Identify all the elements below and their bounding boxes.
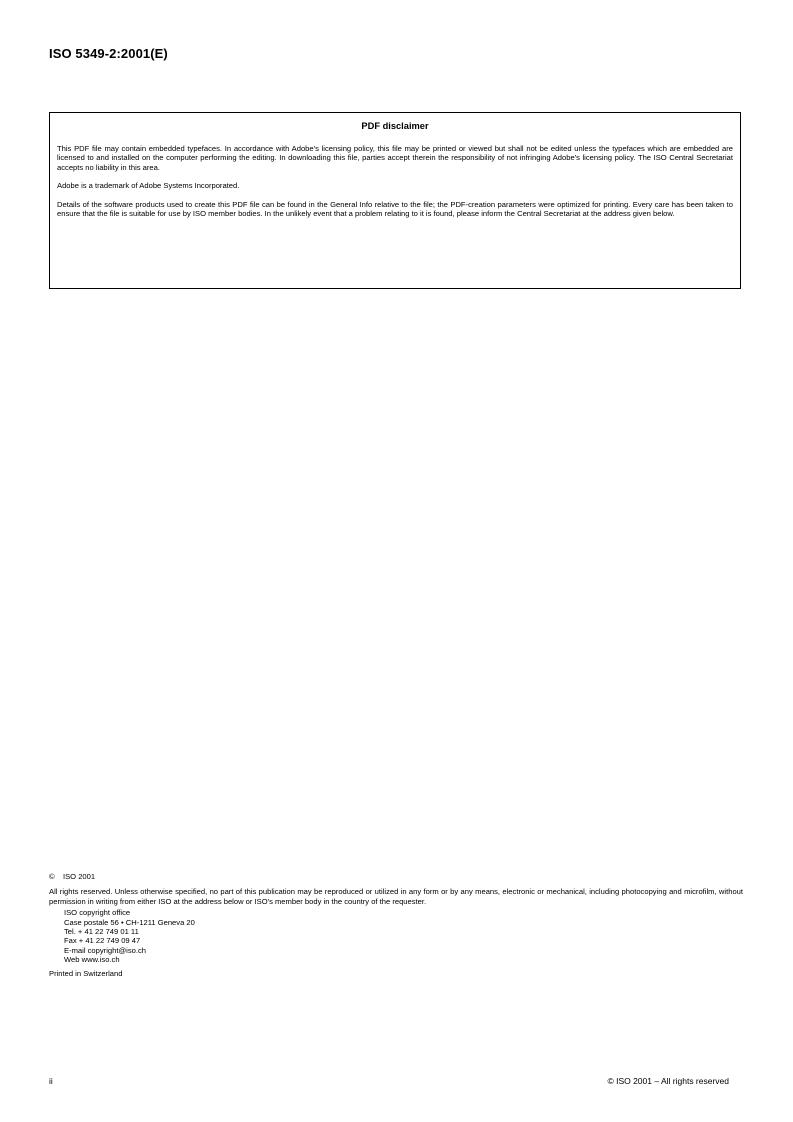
- page-number: ii: [49, 1076, 53, 1086]
- footer-copyright-notice: © ISO 2001 – All rights reserved: [607, 1076, 729, 1086]
- copyright-block: [49, 872, 743, 978]
- copyright-symbol: ©: [49, 872, 55, 881]
- disclaimer-title: PDF disclaimer: [361, 121, 429, 131]
- address-line-postal: Case postale 56 • CH-1211 Geneva 20: [64, 917, 195, 927]
- rights-statement: All rights reserved. Unless otherwise specified, no part of this publication may be reproduced or utilized in any form or by any means, electronic or mechanical, including photocopying and microfilm, without permission in writing from either ISO at the address below or ISO's member body in the country of the requester.: [49, 887, 743, 906]
- pdf-disclaimer-box: [49, 112, 741, 289]
- document-id: ISO 5349-2:2001(E): [49, 46, 168, 61]
- disclaimer-paragraph-trademark: Adobe is a trademark of Adobe Systems Incorporated.: [57, 181, 240, 191]
- address-line-email: E-mail copyright@iso.ch: [64, 945, 146, 955]
- disclaimer-paragraph-typefaces: This PDF file may contain embedded typefaces. In accordance with Adobe's licensing policy, this file may be printed or viewed but shall not be edited unless the typefaces which are embedded are licensed to and installed on the computer performing the editing. In downloading this file, parties accept therein the responsibility of not infringing Adobe's licensing policy. The ISO Central Secretariat accepts no liability in this area.: [57, 144, 733, 172]
- printed-in: Printed in Switzerland: [49, 968, 123, 978]
- address-line-office: ISO copyright office: [64, 908, 131, 918]
- address-line-fax: Fax + 41 22 749 09 47: [64, 936, 141, 946]
- disclaimer-paragraph-software: Details of the software products used to create this PDF file can be found in the General Info relative to the file; the PDF-creation parameters were optimized for printing. Every care has been taken to ensure that the file is suitable for use by ISO member bodies. In the unlikely event that a problem relating to it is found, please inform the Central Secretariat at the address given below.: [57, 199, 733, 219]
- copyright-office-address: [64, 908, 743, 964]
- copyright-line: [49, 872, 743, 881]
- address-line-tel: Tel. + 41 22 749 01 11: [64, 927, 139, 937]
- address-line-web: Web www.iso.ch: [64, 955, 120, 965]
- copyright-year: ISO 2001: [63, 872, 96, 881]
